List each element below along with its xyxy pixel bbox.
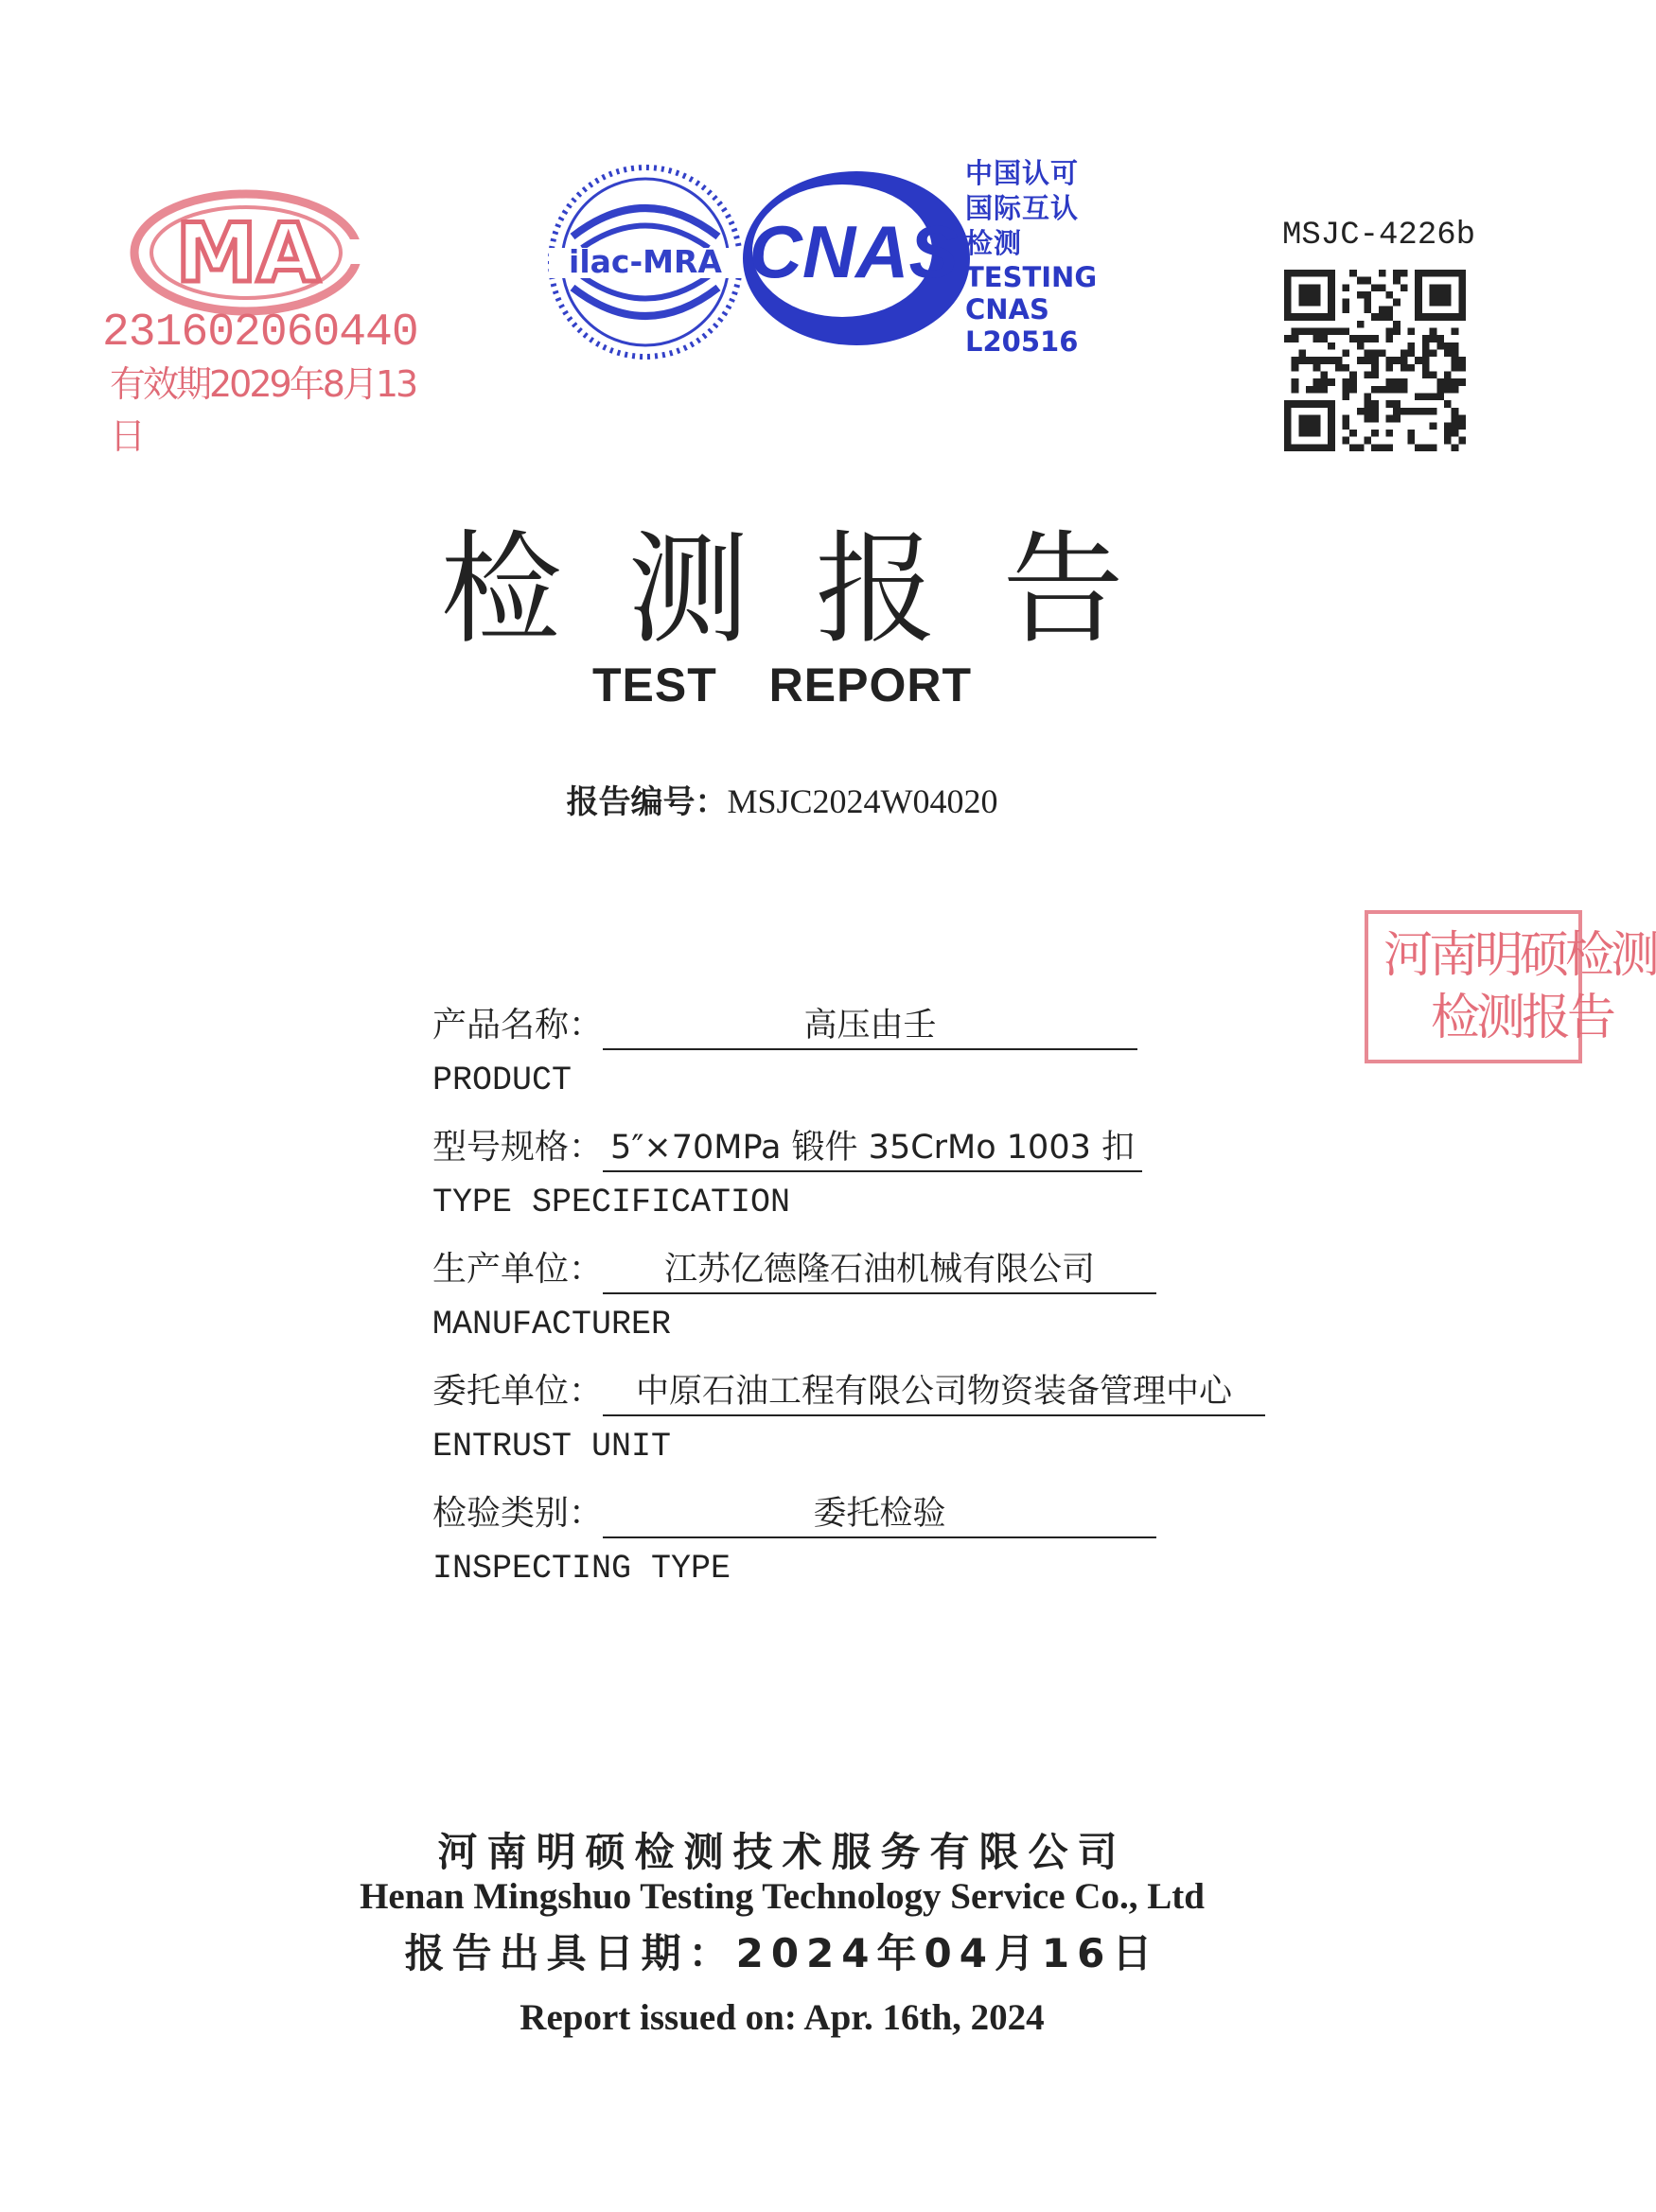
svg-text:MA: MA — [175, 206, 321, 301]
title-zh: 检测报告 — [440, 519, 1190, 660]
manufacturer-field — [432, 1242, 1156, 1294]
cnas-caption-zh-3: 检测 — [965, 227, 1023, 259]
inspecting-type-label-en: INSPECTING TYPE — [432, 1550, 731, 1588]
cnas-logo-icon — [738, 166, 975, 350]
qr-code-icon — [1284, 270, 1466, 451]
manufacturer-label: 生产单位： — [432, 1250, 604, 1289]
entrust-unit-label-en: ENTRUST UNIT — [432, 1428, 672, 1466]
issue-date-en: Report issued on: Apr. 16th, 2024 — [520, 1997, 1045, 2038]
cnas-caption-zh-1: 中国认可 — [965, 157, 1080, 189]
report-number-label: 报告编号： — [566, 783, 728, 821]
product-label-en: PRODUCT — [432, 1062, 573, 1099]
cnas-caption-en-2: CNAS L20516 — [965, 293, 1079, 358]
entrust-unit-field — [432, 1364, 1265, 1416]
cma-number: 231602060440 — [102, 307, 418, 359]
title-en: TEST REPORT — [591, 658, 973, 711]
report-number — [0, 776, 1564, 822]
ilac-mra-logo-icon — [544, 161, 748, 364]
report-number-value: MSJC2024W04020 — [727, 782, 998, 820]
type-spec-label-en: TYPE SPECIFICATION — [432, 1184, 791, 1221]
cma-logo-icon — [123, 184, 379, 317]
product-field — [432, 998, 1137, 1050]
svg-text:ilac-MRA: ilac-MRA — [569, 243, 722, 280]
seal-line-1: 河南明硕检测 — [1383, 927, 1656, 984]
svg-text:CNAS: CNAS — [749, 210, 959, 293]
type-spec-label: 型号规格： — [432, 1128, 604, 1167]
type-spec-value: 5″×70MPa 锻件 35CrMo 1003 扣 — [603, 1121, 1142, 1172]
company-name-zh: 河南明硕检测技术服务有限公司 — [437, 1829, 1127, 1875]
manufacturer-value: 江苏亿德隆石油机械有限公司 — [603, 1243, 1156, 1294]
cnas-caption-en-1: TESTING — [965, 261, 1098, 293]
cma-stamp — [102, 184, 418, 457]
seal-line-2: 检测报告 — [1431, 990, 1613, 1046]
inspecting-type-value: 委托检验 — [603, 1487, 1156, 1538]
entrust-unit-label: 委托单位： — [432, 1372, 604, 1411]
inspecting-type-field — [432, 1486, 1156, 1538]
document-id: MSJC-4226b — [1282, 218, 1476, 254]
entrust-unit-value: 中原石油工程有限公司物资装备管理中心 — [603, 1365, 1265, 1416]
manufacturer-label-en: MANUFACTURER — [432, 1306, 672, 1343]
cnas-caption — [965, 156, 1154, 358]
product-label: 产品名称： — [432, 1006, 604, 1045]
issue-date-zh: 报告出具日期：2024年04月16日 — [404, 1930, 1160, 1976]
cma-validity: 有效期2029年8月13日 — [110, 363, 416, 457]
company-name-en: Henan Mingshuo Testing Technology Service Co., Ltd — [360, 1876, 1205, 1917]
product-value: 高压由壬 — [603, 999, 1137, 1050]
type-spec-field — [432, 1120, 1142, 1172]
inspecting-type-label: 检验类别： — [432, 1494, 604, 1533]
cnas-caption-zh-2: 国际互认 — [965, 192, 1080, 224]
company-seal — [1365, 910, 1656, 1063]
